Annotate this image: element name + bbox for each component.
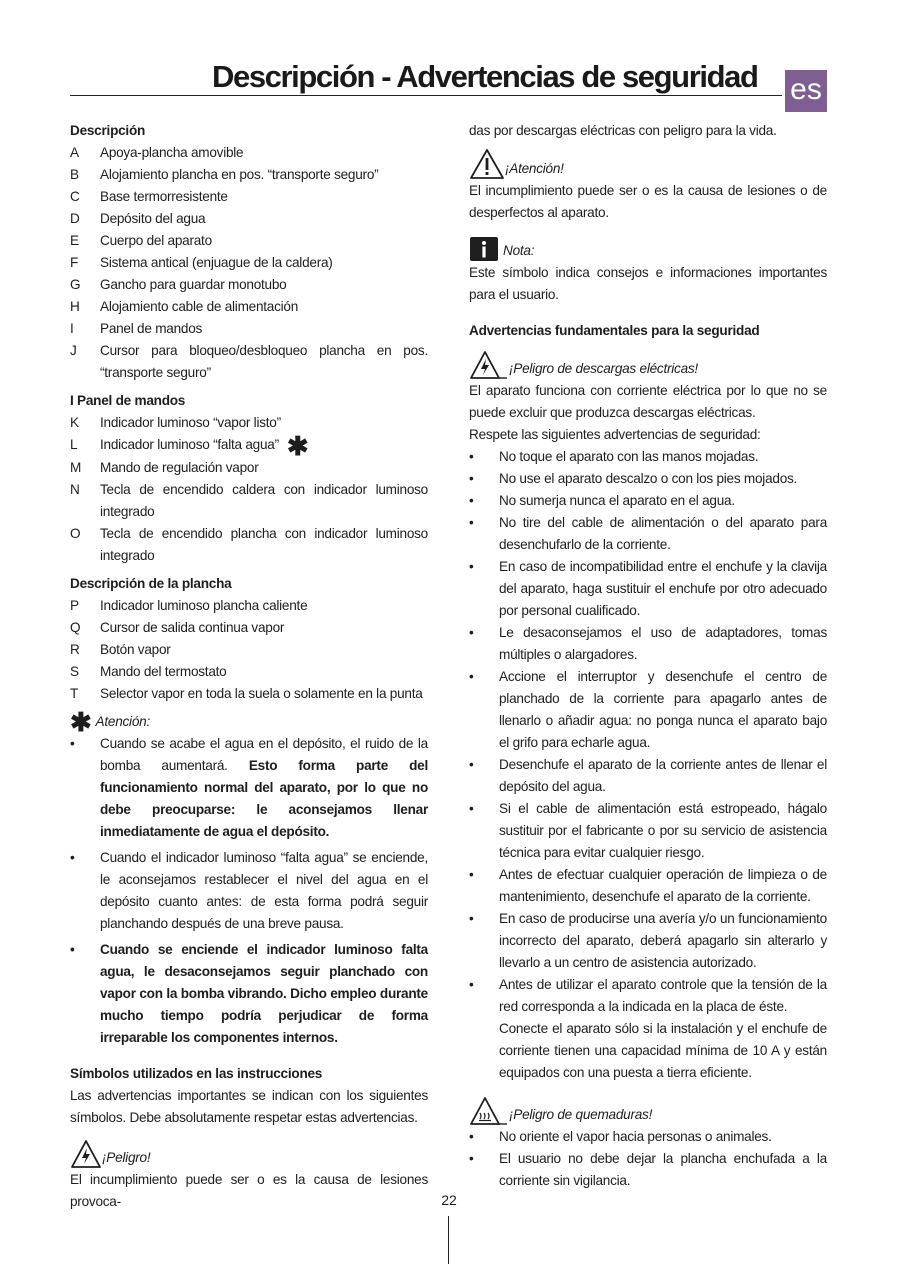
item-letter: C	[70, 189, 80, 204]
item-text: El usuario no debe dejar la plancha enchufada a la corriente sin vigilancia.	[499, 1151, 827, 1188]
item-letter: R	[70, 642, 80, 657]
bullet: •	[469, 471, 474, 486]
list-item	[70, 274, 428, 296]
item-text: Antes de utilizar el aparato controle que la tensión de la red corresponda a la indicada en la placa de éste.	[499, 977, 827, 1014]
description-heading: Descripción	[70, 123, 146, 138]
list-item	[70, 595, 428, 617]
bullet: •	[469, 867, 474, 882]
list-item	[469, 446, 827, 468]
control-panel-list	[70, 412, 428, 567]
item-text: Apoya-plancha amovible	[100, 145, 244, 160]
note3-text: Cuando se enciende el indicador luminoso falta agua, le desaconsejamos seguir planchado con vapor con la bomba vibrando. Dicho empleo durante mucho tiempo podría perjudicar de forma irreparable los componentes internos.	[100, 942, 428, 1045]
attention-label: Atención:	[95, 714, 150, 729]
item-text: Tecla de encendido plancha con indicador luminoso integrado	[100, 526, 428, 563]
item-text: Tecla de encendido caldera con indicador luminoso integrado	[100, 482, 428, 519]
item-text: Indicador luminoso plancha caliente	[100, 598, 308, 613]
bullet: •	[70, 942, 75, 957]
item-letter: K	[70, 415, 79, 430]
shock-text-2: Respete las siguientes advertencias de seguridad:	[469, 427, 761, 442]
warning-icon	[469, 148, 505, 180]
list-item	[469, 798, 827, 864]
footer-rule	[448, 1216, 449, 1264]
item-text: Cursor de salida continua vapor	[100, 620, 285, 635]
item-text: Indicador luminoso “falta agua”	[100, 437, 279, 452]
item-text: Cursor para bloqueo/desbloqueo plancha en pos. “transporte seguro”	[100, 343, 428, 380]
control-panel-heading: I Panel de mandos	[70, 393, 186, 408]
page-number: 22	[441, 1192, 457, 1208]
list-item	[469, 1148, 827, 1192]
list-item	[70, 142, 428, 164]
attention-label: ¡Atención!	[505, 161, 564, 176]
item-text: Le desaconsejamos el uso de adaptadores, tomas múltiples o alargadores.	[499, 625, 827, 662]
item-text: Desenchufe el aparato de la corriente antes de llenar el depósito del agua.	[499, 757, 827, 794]
bullet: •	[469, 559, 474, 574]
list-item	[469, 1126, 827, 1148]
item-letter: L	[70, 437, 78, 452]
iron-description-heading: Descripción de la plancha	[70, 576, 232, 591]
item-text: Alojamiento plancha en pos. “transporte seguro”	[100, 167, 379, 182]
list-item	[70, 479, 428, 523]
item-letter: N	[70, 482, 80, 497]
item-text: Depósito del agua	[100, 211, 206, 226]
bullet: •	[469, 1151, 474, 1166]
danger-symbol-row	[70, 1135, 428, 1169]
item-text: Cuerpo del aparato	[100, 233, 212, 248]
asterisk-icon: ✱	[70, 707, 92, 737]
item-text: Antes de efectuar cualquier operación de limpieza o de mantenimiento, desenchufe el aparato de la corriente.	[499, 867, 827, 904]
language-badge: es	[785, 70, 827, 112]
list-item	[70, 186, 428, 208]
bullet: •	[70, 850, 75, 865]
item-letter: D	[70, 211, 80, 226]
item-letter: O	[70, 526, 81, 541]
note2-text: Cuando el indicador luminoso “falta agua” se enciende, le aconsejamos restablecer el nivel del agua en el depósito cuanto antes: de esta forma podrá seguir planchando después de una breve pausa.	[100, 850, 428, 931]
asterisk-icon: ✱	[286, 431, 309, 461]
item-letter: I	[70, 321, 74, 336]
bullet: •	[469, 625, 474, 640]
item-letter: F	[70, 255, 79, 270]
list-item	[70, 318, 428, 340]
right-column	[469, 120, 827, 1192]
list-item	[70, 296, 428, 318]
item-letter: E	[70, 233, 79, 248]
list-item	[469, 556, 827, 622]
list-item	[469, 468, 827, 490]
list-item	[70, 230, 428, 252]
list-item	[469, 666, 827, 754]
bullet: •	[469, 911, 474, 926]
burn-warnings-list	[469, 1126, 827, 1192]
item-text: Sistema antical (enjuague de la caldera)	[100, 255, 333, 270]
item-text: Gancho para guardar monotubo	[100, 277, 287, 292]
item-letter: B	[70, 167, 79, 182]
bullet: •	[469, 757, 474, 772]
list-item	[70, 208, 428, 230]
list-item	[70, 252, 428, 274]
bullet: •	[469, 977, 474, 992]
item-letter: A	[70, 145, 79, 160]
hot-surface-icon	[469, 1096, 509, 1126]
danger-label: ¡Peligro!	[102, 1150, 151, 1165]
item-text: Accione el interruptor y desenchufe el centro de planchado de la corriente para apagarlo antes de llenarlo o añadir agua: no ponga nunca el aparato bajo el grifo para echarle agua.	[499, 669, 827, 750]
note1-bold-text: Esto forma parte del funcionamiento normal del aparato, por lo que no debe preocuparse: le aconsejamos llenar inmediatamente de agua el depósito.	[100, 758, 429, 839]
attention-note-header	[70, 707, 428, 737]
fundamental-warnings-heading: Advertencias fundamentales para la seguridad	[469, 323, 760, 338]
item-text: Mando de regulación vapor	[100, 460, 259, 475]
list-item	[70, 164, 428, 186]
danger-text-continued: das por descargas eléctricas con peligro para la vida.	[469, 123, 777, 138]
list-item	[469, 908, 827, 974]
list-item	[469, 622, 827, 666]
list-item	[469, 754, 827, 798]
list-item	[469, 864, 827, 908]
item-letter: S	[70, 664, 79, 679]
note-symbol-row	[469, 228, 827, 262]
list-item	[469, 490, 827, 512]
note-text: Este símbolo indica consejos e informaciones importantes para el usuario.	[469, 265, 827, 302]
description-list	[70, 142, 428, 384]
item-text: En caso de incompatibilidad entre el enchufe y la clavija del aparato, haga sustituir el enchufe por otro adecuado por personal cualificado.	[499, 559, 827, 618]
item-letter: T	[70, 686, 79, 701]
item-letter: H	[70, 299, 80, 314]
bullet: •	[469, 493, 474, 508]
attention-note-2	[70, 847, 428, 935]
item-letter: P	[70, 598, 79, 613]
item-text: No use el aparato descalzo o con los pies mojados.	[499, 471, 798, 486]
shock-symbol-row	[469, 346, 827, 380]
bullet: •	[469, 801, 474, 816]
electric-danger-icon	[70, 1139, 102, 1169]
list-item	[70, 683, 428, 705]
list-item	[469, 512, 827, 556]
title-underline	[70, 95, 782, 96]
item-text: Panel de mandos	[100, 321, 203, 336]
list-item	[469, 974, 827, 1018]
attention-note-1	[70, 733, 428, 843]
list-item	[70, 523, 428, 567]
electric-shock-icon	[469, 350, 509, 380]
list-item	[70, 431, 428, 461]
page-title: Descripción - Advertencias de seguridad	[212, 59, 758, 94]
burn-label: ¡Peligro de quemaduras!	[509, 1107, 653, 1122]
shock-label: ¡Peligro de descargas eléctricas!	[509, 361, 698, 376]
danger-text: El incumplimiento puede ser o es la causa de lesiones provoca-	[70, 1172, 428, 1209]
item-text: No tire del cable de alimentación o del aparato para desenchufarlo de la corriente.	[499, 515, 827, 552]
item-text: Indicador luminoso “vapor listo”	[100, 415, 281, 430]
symbols-heading: Símbolos utilizados en las instrucciones	[70, 1066, 323, 1081]
note1-text: Cuando se acabe el agua en el depósito, el ruido de la bomba aumentará.	[100, 736, 428, 773]
shock-warnings-list	[469, 446, 827, 1018]
shock-extra-row	[469, 1018, 827, 1084]
item-text: No sumerja nunca el aparato en el agua.	[499, 493, 735, 508]
item-letter: J	[70, 343, 77, 358]
left-column	[70, 120, 428, 1213]
list-item	[70, 661, 428, 683]
item-letter: Q	[70, 620, 81, 635]
item-text: Mando del termostato	[100, 664, 227, 679]
bullet: •	[469, 449, 474, 464]
item-text: Base termorresistente	[100, 189, 228, 204]
bullet: •	[469, 1129, 474, 1144]
attention-note-3	[70, 939, 428, 1049]
list-item	[70, 457, 428, 479]
item-text: Si el cable de alimentación está estropeado, hágalo sustituir por el fabricante o por su servicio de asistencia técnica para evitar cualquier riesgo.	[499, 801, 827, 860]
item-text: Botón vapor	[100, 642, 171, 657]
item-text: Selector vapor en toda la suela o solamente en la punta	[100, 686, 423, 701]
info-icon	[469, 236, 503, 262]
list-item	[70, 340, 428, 384]
shock-text-1: El aparato funciona con corriente eléctrica por lo que no se puede excluir que produzca descargas eléctricas.	[469, 383, 827, 420]
list-item	[70, 412, 428, 434]
item-text: Alojamiento cable de alimentación	[100, 299, 299, 314]
bullet: •	[469, 669, 474, 684]
attention-text: El incumplimiento puede ser o es la causa de lesiones o de desperfectos al aparato.	[469, 183, 827, 220]
burn-symbol-row	[469, 1092, 827, 1126]
attention-symbol-row	[469, 146, 827, 180]
shock-extra-text: Conecte el aparato sólo si la instalación y el enchufe de corriente tienen una capacidad mínima de 10 A y están equipados con una puesta a tierra eficiente.	[499, 1021, 827, 1080]
list-item	[70, 617, 428, 639]
bullet: •	[469, 515, 474, 530]
item-text: No toque el aparato con las manos mojadas.	[499, 449, 759, 464]
bullet: •	[70, 736, 75, 751]
item-text: No oriente el vapor hacia personas o animales.	[499, 1129, 772, 1144]
item-text: En caso de producirse una avería y/o un funcionamiento incorrecto del aparato, deberá apagarlo sin alterarlo y llevarlo a un centro de asistencia autorizado.	[499, 911, 827, 970]
symbols-text: Las advertencias importantes se indican con los siguientes símbolos. Debe absolutamente respetar estas advertencias.	[70, 1088, 428, 1125]
item-letter: G	[70, 277, 81, 292]
iron-description-list	[70, 595, 428, 705]
note-label: Nota:	[503, 243, 535, 258]
list-item	[70, 639, 428, 661]
item-letter: M	[70, 460, 82, 475]
